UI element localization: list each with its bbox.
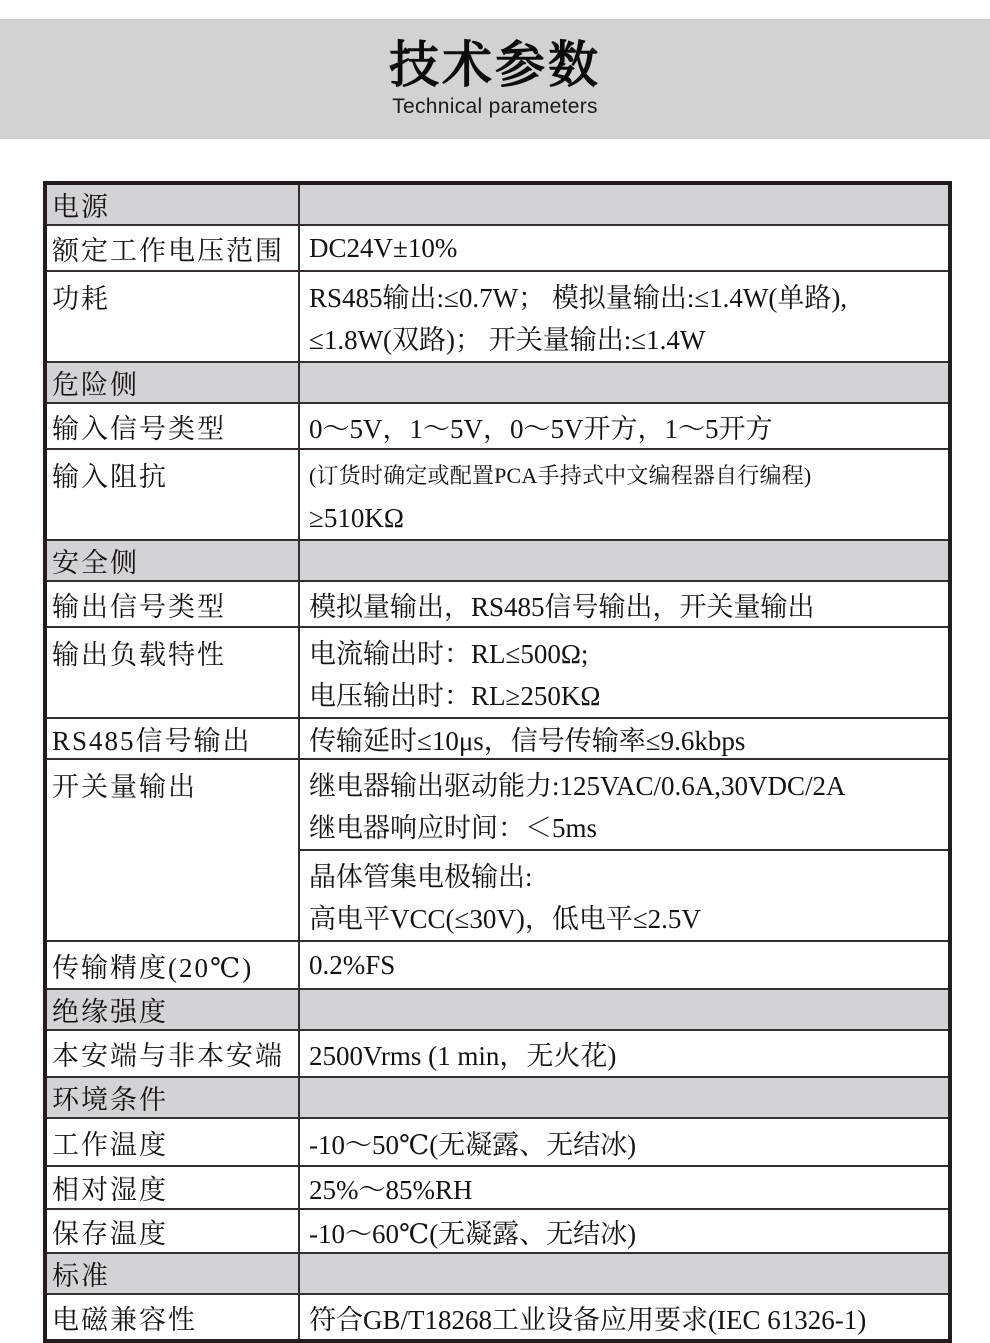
param-label-cell: 输出负载特性	[45, 627, 299, 718]
section-label: 绝缘强度	[45, 989, 299, 1030]
param-label-cell: 电磁兼容性	[45, 1294, 299, 1341]
param-label-cell: 输入信号类型	[45, 403, 299, 449]
value-line: ≥510KΩ	[309, 503, 404, 533]
section-label: 环境条件	[45, 1077, 299, 1118]
param-label-cell: 保存温度	[45, 1209, 299, 1253]
param-label-cell: 本安端与非本安端	[45, 1030, 299, 1077]
value-line: 电流输出时：RL≤500Ω;	[309, 639, 589, 669]
param-value-cell: 模拟量输出，RS485信号输出，开关量输出	[299, 581, 950, 627]
param-value-cell: -10～60℃(无凝露、无结冰)	[299, 1209, 950, 1253]
param-value-cell	[299, 759, 950, 850]
table-row-output-load	[45, 627, 950, 718]
param-label-cell: RS485信号输出	[45, 718, 299, 759]
table-row-operating-temperature	[45, 1118, 950, 1166]
param-value-cell: 2500Vrms (1 min，无火花)	[299, 1030, 950, 1077]
param-value-cell: 0.2%FS	[299, 941, 950, 989]
param-label-cell: 输入阻抗	[45, 449, 299, 540]
table-row-input-signal-type	[45, 403, 950, 449]
param-label-cell: 相对湿度	[45, 1166, 299, 1209]
section-value-cell	[299, 183, 950, 225]
param-value-cell	[299, 627, 950, 718]
param-value-cell	[299, 449, 950, 540]
value-line: 晶体管集电极输出:	[309, 862, 533, 892]
table-row-is-terminal	[45, 1030, 950, 1077]
param-label-cell: 传输精度(20℃)	[45, 941, 299, 989]
section-label: 标准	[45, 1253, 299, 1294]
param-value-cell: 25%～85%RH	[299, 1166, 950, 1209]
table-row-relative-humidity	[45, 1166, 950, 1209]
section-value-cell	[299, 1077, 950, 1118]
table-row-rs485-output	[45, 718, 950, 759]
table-row-output-signal-type	[45, 581, 950, 627]
table-row-switch-output-relay	[45, 759, 950, 850]
table-row-input-impedance	[45, 449, 950, 540]
section-value-cell	[299, 989, 950, 1030]
section-row-hazardous-side	[45, 362, 950, 403]
section-value-cell	[299, 362, 950, 403]
param-value-cell	[299, 850, 950, 941]
param-value-cell: 符合GB/T18268工业设备应用要求(IEC 61326-1)	[299, 1294, 950, 1341]
section-value-cell	[299, 540, 950, 581]
value-line: 电压输出时：RL≥250KΩ	[309, 681, 601, 711]
page-subtitle: Technical parameters	[392, 94, 598, 118]
section-row-standard	[45, 1253, 950, 1294]
section-label: 安全侧	[45, 540, 299, 581]
param-value-cell: -10～50℃(无凝露、无结冰)	[299, 1118, 950, 1166]
table-row-rated-voltage	[45, 225, 950, 271]
value-line: 高电平VCC(≤30V)，低电平≤2.5V	[309, 904, 701, 934]
table-row-power-consumption	[45, 271, 950, 362]
param-label-cell: 工作温度	[45, 1118, 299, 1166]
param-label-cell: 开关量输出	[45, 759, 299, 941]
param-value-cell: 传输延时≤10μs，信号传输率≤9.6kbps	[299, 718, 950, 759]
param-value-cell: DC24V±10%	[299, 225, 950, 271]
section-row-environment	[45, 1077, 950, 1118]
value-line: ≤1.8W(双路)； 开关量输出:≤1.4W	[309, 325, 706, 355]
value-line: 继电器输出驱动能力:125VAC/0.6A,30VDC/2A	[309, 771, 846, 801]
value-line: RS485输出:≤0.7W； 模拟量输出:≤1.4W(单路),	[309, 283, 848, 313]
spec-table	[43, 181, 952, 1343]
param-value-cell	[299, 271, 950, 362]
param-value-cell: 0～5V，1～5V，0～5V开方，1～5开方	[299, 403, 950, 449]
section-label: 电源	[45, 183, 299, 225]
param-label-cell: 额定工作电压范围	[45, 225, 299, 271]
section-row-insulation	[45, 989, 950, 1030]
value-line: 继电器响应时间：＜5ms	[309, 813, 598, 843]
section-row-safe-side	[45, 540, 950, 581]
value-line: (订货时确定或配置PCA手持式中文编程器自行编程)	[309, 463, 812, 488]
param-label-cell: 功耗	[45, 271, 299, 362]
table-row-storage-temperature	[45, 1209, 950, 1253]
section-value-cell	[299, 1253, 950, 1294]
title-banner	[0, 19, 990, 139]
table-row-emc	[45, 1294, 950, 1341]
section-label: 危险侧	[45, 362, 299, 403]
page-title: 技术参数	[389, 37, 601, 94]
table-row-transmission-accuracy	[45, 941, 950, 989]
param-label-cell: 输出信号类型	[45, 581, 299, 627]
section-row-power	[45, 183, 950, 225]
